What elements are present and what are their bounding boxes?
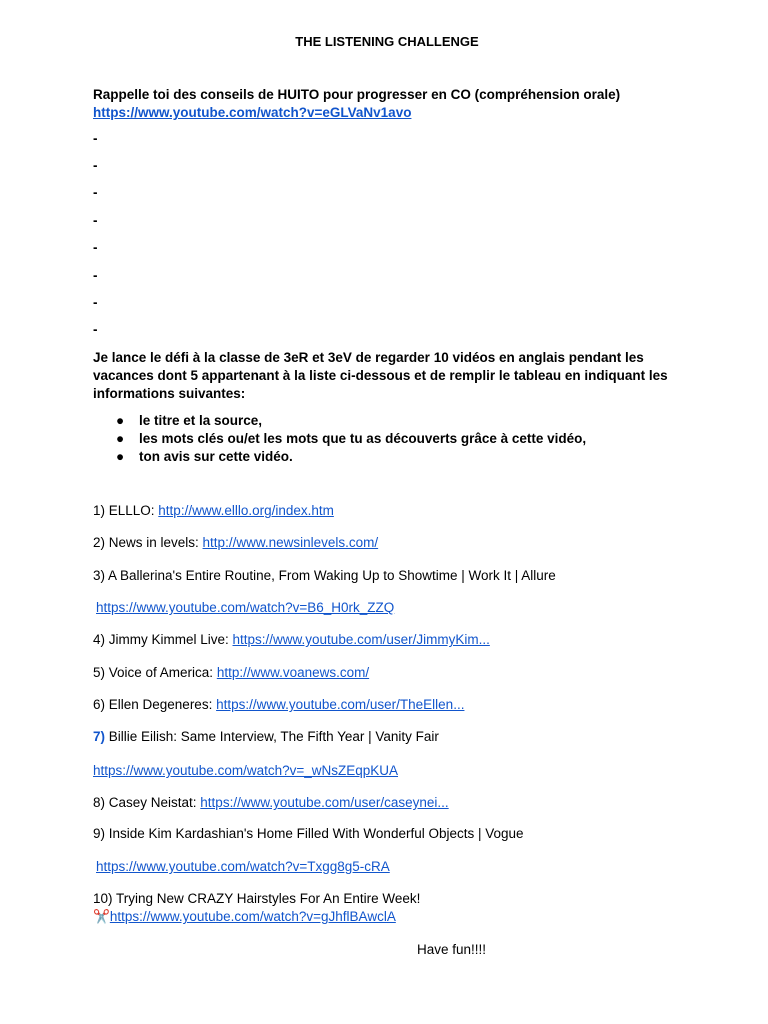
closing-text: Have fun!!!! bbox=[417, 942, 487, 957]
item-link[interactable]: https://www.youtube.com/watch?v=Txgg8g5-cRA bbox=[96, 859, 390, 874]
item-label: 10) Trying New CRAZY Hairstyles For An Entire Week! bbox=[93, 891, 421, 906]
dash-line: - bbox=[93, 268, 98, 283]
item-link[interactable]: https://www.youtube.com/user/JimmyKim... bbox=[232, 632, 490, 647]
intro-link[interactable]: https://www.youtube.com/watch?v=eGLVaNv1avo bbox=[93, 105, 412, 120]
list-item bbox=[93, 503, 334, 518]
bullet-item bbox=[116, 431, 586, 446]
item-link[interactable]: https://www.youtube.com/watch?v=gJhflBAwclA bbox=[109, 909, 396, 924]
bullet-icon: ● bbox=[116, 431, 125, 446]
intro-text: Rappelle toi des conseils de HUITO pour progresser en CO (compréhension orale) bbox=[93, 87, 621, 102]
item-label: 9) Inside Kim Kardashian's Home Filled With Wonderful Objects | Vogue bbox=[93, 826, 524, 841]
item-link[interactable]: https://www.youtube.com/user/caseynei... bbox=[200, 795, 449, 810]
item-link[interactable]: https://www.youtube.com/watch?v=B6_H0rk_ZZQ bbox=[96, 600, 395, 615]
page-title: THE LISTENING CHALLENGE bbox=[295, 34, 479, 49]
list-item bbox=[93, 697, 464, 712]
item-link[interactable]: http://www.newsinlevels.com/ bbox=[202, 535, 379, 550]
item-link[interactable]: https://www.youtube.com/user/TheEllen... bbox=[216, 697, 465, 712]
item-link[interactable]: http://www.elllo.org/index.htm bbox=[158, 503, 334, 518]
scissors-icon: ✂️ bbox=[93, 909, 110, 924]
item-link[interactable]: https://www.youtube.com/watch?v=_wNsZEqpKUA bbox=[93, 763, 399, 778]
dash-line: - bbox=[93, 240, 98, 255]
item-label: 3) A Ballerina's Entire Routine, From Waking Up to Showtime | Work It | Allure bbox=[93, 568, 556, 583]
dash-line: - bbox=[93, 131, 98, 146]
item-label: 8) Casey Neistat: bbox=[93, 795, 201, 810]
challenge-paragraph: Je lance le défi à la classe de 3eR et 3eV de regarder 10 vidéos en anglais pendant les vacances dont 5 appartenant à la liste ci-dessous et de remplir le tableau en indiquant les informations suivantes: bbox=[93, 350, 668, 401]
item-label: 6) Ellen Degeneres: bbox=[93, 697, 217, 712]
bullet-item bbox=[116, 449, 293, 464]
dash-line: - bbox=[93, 295, 98, 310]
dash-line: - bbox=[93, 185, 98, 200]
list-item bbox=[93, 632, 490, 647]
list-item bbox=[93, 909, 396, 925]
item-label: 4) Jimmy Kimmel Live: bbox=[93, 632, 233, 647]
item-label: Billie Eilish: Same Interview, The Fifth Year | Vanity Fair bbox=[105, 729, 439, 744]
bullet-icon: ● bbox=[116, 413, 125, 428]
item-label: 5) Voice of America: bbox=[93, 665, 217, 680]
list-item bbox=[93, 665, 369, 680]
bullet-text: les mots clés ou/et les mots que tu as découverts grâce à cette vidéo, bbox=[139, 431, 587, 446]
dash-line: - bbox=[93, 213, 98, 228]
bullet-text: ton avis sur cette vidéo. bbox=[139, 449, 293, 464]
item-link[interactable]: http://www.voanews.com/ bbox=[216, 665, 370, 680]
item-number: 7) bbox=[93, 729, 106, 744]
dash-line: - bbox=[93, 322, 98, 337]
bullet-item bbox=[116, 413, 262, 428]
bullet-text: le titre et la source, bbox=[139, 413, 263, 428]
list-item bbox=[93, 729, 439, 744]
item-label: 1) ELLLO: bbox=[93, 503, 159, 518]
list-item bbox=[93, 795, 449, 810]
dash-line: - bbox=[93, 158, 98, 173]
bullet-icon: ● bbox=[116, 449, 125, 464]
list-item bbox=[93, 535, 378, 550]
item-label: 2) News in levels: bbox=[93, 535, 203, 550]
